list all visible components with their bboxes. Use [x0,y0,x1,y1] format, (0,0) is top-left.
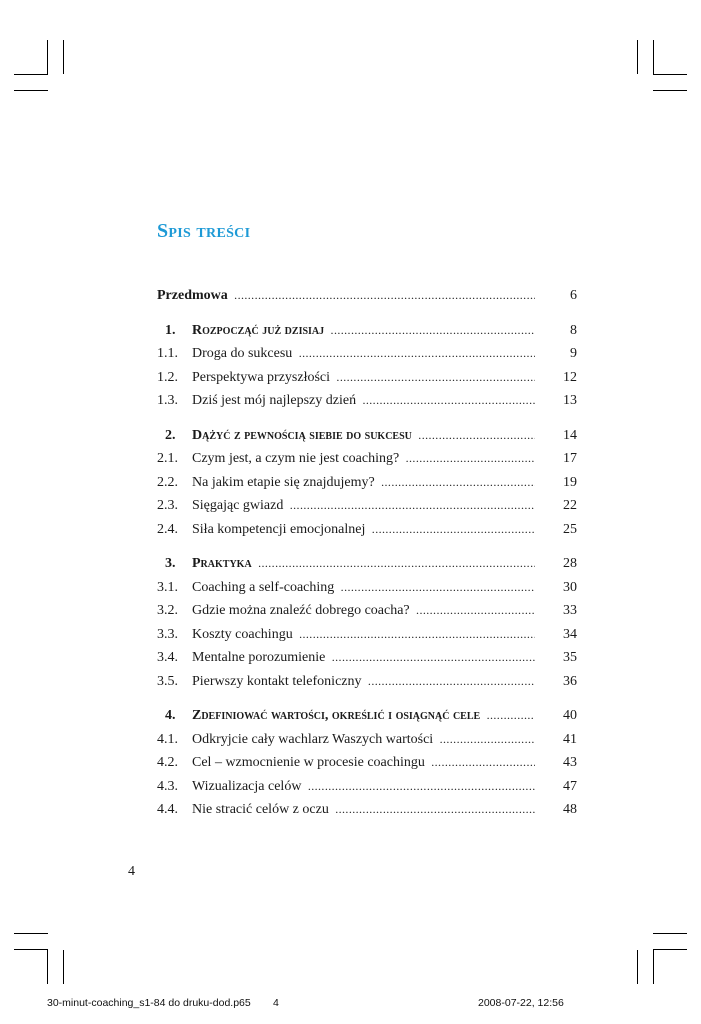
section-number: 3.4. [157,650,178,665]
section-title: Gdzie można znaleźć dobrego coacha? [192,603,413,618]
toc-section[interactable] [157,471,577,495]
section-title: Dziś jest mój najlepszy dzień [192,393,359,408]
section-page: 17 [563,451,577,466]
section-title: Wizualizacja celów [192,779,304,794]
toc-section[interactable] [157,494,577,518]
section-title: Sięgając gwiazd [192,498,286,513]
preface-page: 6 [570,288,577,303]
section-page: 9 [570,346,577,361]
toc-gap [157,308,577,319]
section-page: 35 [563,650,577,665]
section-title: Mentalne porozumienie [192,650,328,665]
toc-gap [157,541,577,552]
section-page: 43 [563,755,577,770]
section-number: 1.1. [157,346,178,361]
toc-section[interactable] [157,518,577,542]
section-number: 1.2. [157,369,178,385]
section-number: 2.1. [157,451,178,466]
section-title: Coaching a self-coaching [192,580,337,595]
section-number: 3.3. [157,626,178,642]
chapter-page: 40 [563,708,577,723]
section-title: Czym jest, a czym nie jest coaching? [192,451,402,466]
toc-section[interactable] [157,366,577,390]
toc-section[interactable] [157,728,577,752]
section-page: 13 [563,393,577,408]
toc-section[interactable] [157,599,577,623]
toc-section[interactable] [157,798,577,822]
toc-chapter[interactable] [157,319,577,343]
chapter-title: Dążyć z pewnością siebie do sukcesu [192,428,415,443]
section-title: Odkryjcie cały wachlarz Waszych wartości [192,732,436,747]
chapter-page: 14 [563,427,577,443]
section-title: Droga do sukcesu [192,346,295,361]
section-title: Na jakim etapie się znajdujemy? [192,475,378,490]
slug-page: 4 [273,997,279,1009]
toc-chapter[interactable] [157,424,577,448]
section-page: 48 [563,802,577,817]
section-title: Cel – wzmocnienie w procesie coachingu [192,755,428,770]
toc-section[interactable] [157,576,577,600]
section-title: Nie stracić celów z oczu [192,802,332,817]
toc-section[interactable] [157,447,577,471]
section-page: 25 [563,521,577,537]
toc-section[interactable] [157,670,577,694]
section-page: 33 [563,603,577,618]
section-number: 2.2. [157,474,178,490]
toc-chapter[interactable] [157,552,577,576]
toc-section[interactable] [157,751,577,775]
chapter-title: Rozpocząć już dzisiaj [192,323,327,338]
slug-date: 2008-07-22, 12:56 [478,997,564,1009]
chapter-page: 8 [570,322,577,338]
section-number: 3.1. [157,579,178,595]
section-number: 4.4. [157,802,178,817]
table-of-contents [157,284,577,822]
section-page: 47 [563,778,577,794]
preface-label: Przedmowa [157,288,231,303]
toc-section[interactable] [157,646,577,670]
section-number: 2.4. [157,521,178,537]
section-number: 4.1. [157,731,178,747]
toc-gap [157,413,577,424]
toc-section[interactable] [157,342,577,366]
toc-preface[interactable] [157,284,577,308]
section-number: 3.5. [157,673,178,689]
section-page: 34 [563,626,577,642]
section-number: 1.3. [157,393,178,408]
toc-section[interactable] [157,775,577,799]
chapter-number: 1. [165,322,176,338]
toc-gap [157,693,577,704]
section-number: 4.2. [157,755,178,770]
chapter-title: Praktyka [192,556,255,571]
chapter-title: Zdefiniować wartości, określić i osiągnąć cele [192,708,483,723]
section-number: 2.3. [157,498,178,513]
section-page: 12 [563,369,577,385]
chapter-number: 2. [165,427,176,443]
chapter-number: 3. [165,556,176,571]
toc-section[interactable] [157,623,577,647]
section-page: 30 [563,579,577,595]
section-number: 4.3. [157,778,178,794]
toc-chapter[interactable] [157,704,577,728]
section-number: 3.2. [157,603,178,618]
section-title: Koszty coachingu [192,627,296,642]
chapter-page: 28 [563,556,577,571]
section-page: 22 [563,498,577,513]
slug-filename: 30-minut-coaching_s1-84 do druku-dod.p65 [47,997,251,1009]
toc-section[interactable] [157,389,577,413]
section-title: Siła kompetencji emocjonalnej [192,522,368,537]
section-page: 41 [563,731,577,747]
page-number: 4 [128,864,135,879]
chapter-number: 4. [165,708,176,723]
section-title: Perspektywa przyszłości [192,370,333,385]
section-title: Pierwszy kontakt telefoniczny [192,674,365,689]
section-page: 36 [563,673,577,689]
section-page: 19 [563,474,577,490]
page-title: Spis treści [157,220,251,242]
